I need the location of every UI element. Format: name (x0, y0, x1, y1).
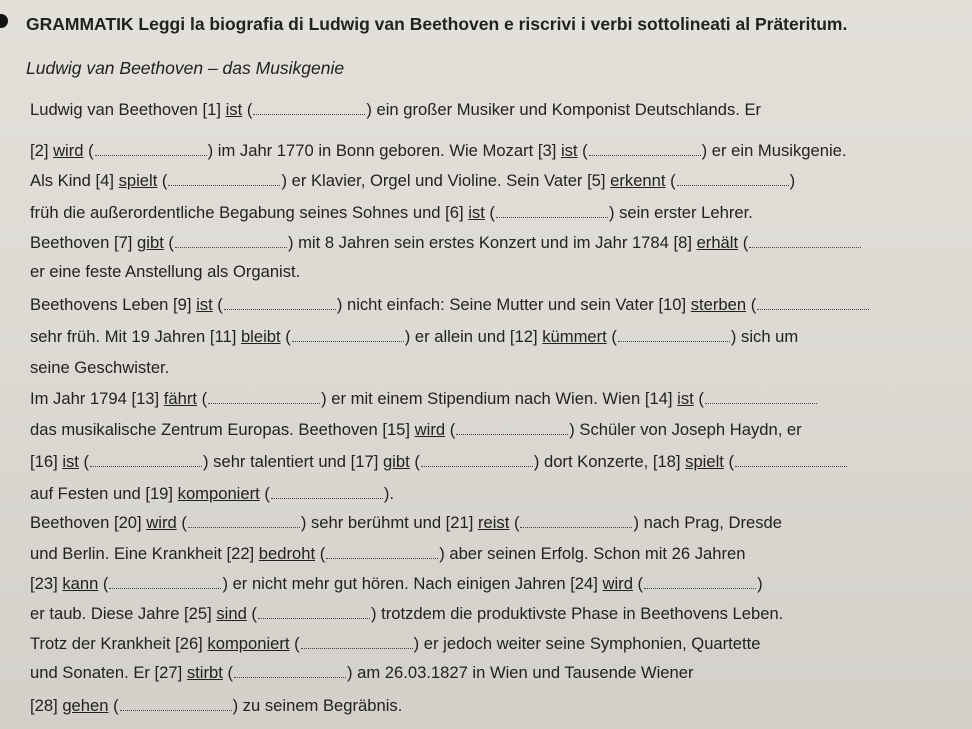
text-segment: ) trotzdem die produktivste Phase in Beethovens Leben. (370, 604, 784, 623)
text-segment: ) er ein Musikgenie. (701, 141, 847, 160)
text-line (30, 513, 972, 533)
answer-blank[interactable] (292, 340, 404, 342)
item-number: [14] (644, 389, 673, 408)
text-segment: ( (98, 574, 109, 593)
text-segment: er taub. Diese Jahre (30, 604, 185, 623)
item-number: [7] (113, 233, 133, 252)
text-line (30, 327, 972, 347)
underlined-verb: gibt (382, 452, 410, 471)
answer-blank[interactable] (326, 557, 438, 559)
text-segment: ( (693, 389, 704, 408)
answer-blank[interactable] (120, 709, 232, 711)
item-number: [27] (154, 663, 183, 682)
underlined-verb: erhält (696, 233, 739, 252)
answer-blank[interactable] (253, 113, 365, 115)
text-segment: ) er allein und (404, 327, 510, 346)
text-segment: ) am 26.03.1827 in Wien und Tausende Wiener (346, 663, 694, 682)
text-segment: ) er jedoch weiter seine Symphonien, Quartette (413, 634, 761, 653)
item-number: [9] (173, 295, 192, 314)
text-line (30, 544, 972, 564)
item-number: [2] (30, 141, 49, 160)
answer-blank[interactable] (520, 526, 632, 528)
item-number: [24] (570, 574, 598, 593)
text-segment: ( (723, 452, 735, 471)
answer-blank[interactable] (589, 154, 701, 156)
underlined-verb: komponiert (207, 634, 290, 653)
underlined-verb: wird (53, 141, 84, 160)
text-segment: ( (212, 295, 223, 314)
text-line (30, 420, 972, 440)
item-number: [16] (30, 452, 58, 471)
text-segment: ) mit 8 Jahren sein erstes Konzert und im Jahr 1784 (287, 233, 674, 252)
text-segment: auf Festen und (30, 484, 146, 503)
text-segment: sehr früh. Mit 19 Jahren (30, 327, 210, 346)
text-segment: ( (157, 171, 168, 190)
answer-blank[interactable] (677, 184, 789, 186)
text-segment: ). (383, 484, 395, 503)
text-line (30, 574, 972, 594)
underlined-verb: sterben (690, 295, 747, 314)
item-number: [8] (673, 233, 692, 252)
answer-blank[interactable] (234, 676, 346, 678)
answer-blank[interactable] (95, 154, 207, 156)
answer-blank[interactable] (644, 587, 756, 589)
text-segment: ( (108, 696, 119, 715)
item-number: [19] (145, 484, 174, 503)
item-number: [25] (184, 604, 212, 623)
text-line (30, 634, 972, 654)
text-segment: Trotz der Krankheit (30, 634, 176, 653)
answer-blank[interactable] (271, 497, 383, 499)
item-number: [12] (509, 327, 538, 346)
text-segment: ( (280, 327, 291, 346)
item-number: [3] (537, 141, 557, 160)
text-segment: früh die außerordentliche Begabung seines Sohnes und (30, 203, 446, 222)
text-line (30, 141, 972, 161)
text-segment: Beethoven (30, 233, 114, 252)
text-line (30, 389, 972, 409)
text-line (30, 203, 972, 223)
item-number: [20] (113, 513, 142, 532)
text-segment: ( (606, 327, 617, 346)
underlined-verb: kümmert (542, 327, 607, 346)
item-number: [5] (587, 171, 606, 190)
text-segment: Als Kind (30, 171, 96, 190)
item-number: [15] (382, 420, 411, 439)
item-number: [22] (226, 544, 255, 563)
item-number: [6] (445, 203, 464, 222)
underlined-verb: bleibt (240, 327, 281, 346)
text-segment: ( (738, 233, 749, 252)
text-segment: ) er nicht mehr gut hören. Nach einigen Jahren (222, 574, 571, 593)
text-title: Ludwig van Beethoven – das Musikgenie (26, 58, 345, 78)
text-segment: ) sein erster Lehrer. (608, 203, 753, 222)
underlined-verb: komponiert (177, 484, 260, 503)
underlined-verb: stirbt (186, 663, 223, 682)
answer-blank[interactable] (456, 433, 568, 435)
underlined-verb: erkennt (610, 171, 666, 190)
text-line (30, 262, 972, 282)
text-line (30, 233, 972, 253)
text-line (30, 604, 972, 624)
text-segment: ) er Klavier, Orgel und Violine. Sein Vater (281, 171, 588, 190)
underlined-verb: ist (468, 203, 485, 222)
text-segment: ) er mit einem Stipendium nach Wien. Wien (321, 389, 645, 408)
text-segment: ) ein großer Musiker und Komponist Deutschlands. Er (366, 100, 762, 119)
item-number: [1] (202, 100, 221, 119)
underlined-verb: ist (677, 389, 694, 408)
underlined-verb: wird (602, 574, 633, 593)
text-segment: ( (78, 452, 90, 471)
underlined-verb: kann (62, 574, 99, 593)
text-segment: ( (176, 513, 187, 532)
text-segment: ( (83, 141, 94, 160)
text-segment: ( (222, 663, 233, 682)
underlined-verb: spielt (685, 452, 724, 471)
text-segment: ( (509, 513, 520, 532)
item-number: [11] (209, 327, 237, 346)
item-number: [21] (445, 513, 474, 532)
answer-blank[interactable] (208, 402, 320, 404)
text-segment: ) Schüler von Joseph Haydn, er (569, 420, 802, 439)
answer-blank[interactable] (90, 465, 202, 467)
text-segment: ( (315, 544, 326, 563)
text-segment: ( (242, 100, 253, 119)
text-segment: ( (665, 171, 676, 190)
item-number: [17] (350, 452, 379, 471)
text-segment: ( (746, 295, 757, 314)
text-segment: ( (197, 389, 208, 408)
underlined-verb: spielt (118, 171, 158, 190)
text-segment: ( (289, 634, 300, 653)
text-segment: ) im Jahr 1770 in Bonn geboren. Wie Mozart (207, 141, 538, 160)
underlined-verb: bedroht (258, 544, 316, 563)
text-segment: das musikalische Zentrum Europas. Beethoven (30, 420, 383, 439)
underlined-verb: fährt (163, 389, 197, 408)
text-segment: ) (757, 574, 763, 593)
underlined-verb: ist (225, 100, 243, 119)
answer-blank[interactable] (168, 184, 280, 186)
answer-blank[interactable] (757, 308, 869, 310)
underlined-verb: sind (216, 604, 247, 623)
text-line (30, 663, 972, 683)
answer-blank[interactable] (188, 526, 300, 528)
underlined-verb: wird (414, 420, 446, 439)
text-segment: ( (259, 484, 270, 503)
text-segment: ) nicht einfach: Seine Mutter und sein Vater (336, 295, 659, 314)
text-line (30, 171, 972, 191)
text-segment: ) dort Konzerte, (533, 452, 653, 471)
text-segment: Beethovens Leben (30, 295, 174, 314)
text-segment: ( (246, 604, 257, 623)
text-segment: seine Geschwister. (30, 358, 170, 377)
text-segment: er eine feste Anstellung als Organist. (30, 262, 301, 281)
text-segment: ) sehr talentiert und (203, 452, 351, 471)
text-line (30, 452, 972, 472)
underlined-verb: gibt (137, 233, 164, 252)
text-segment: und Sonaten. Er (30, 663, 155, 682)
answer-blank[interactable] (735, 465, 847, 467)
text-line (30, 696, 972, 716)
item-number: [26] (175, 634, 203, 653)
text-segment: ) nach Prag, Dresde (633, 513, 782, 532)
text-segment: ( (409, 452, 420, 471)
exercise-heading: GRAMMATIK Leggi la biografia di Ludwig van Beethoven e riscrivi i verbi sottolineati al Präteritum. (26, 14, 848, 34)
text-segment: ( (577, 141, 588, 160)
underlined-verb: gehen (62, 696, 109, 715)
answer-blank[interactable] (705, 402, 817, 404)
text-segment: ) sich um (730, 327, 799, 346)
answer-blank[interactable] (301, 647, 413, 649)
bullet-icon (0, 14, 8, 28)
answer-blank[interactable] (496, 216, 608, 218)
answer-blank[interactable] (224, 308, 336, 310)
answer-blank[interactable] (258, 617, 370, 619)
item-number: [28] (30, 696, 58, 715)
answer-blank[interactable] (421, 465, 533, 467)
answer-blank[interactable] (749, 246, 861, 248)
underlined-verb: ist (560, 141, 578, 160)
item-number: [13] (131, 389, 160, 408)
text-line (30, 358, 972, 378)
text-line (30, 484, 972, 504)
text-segment: Ludwig van Beethoven (30, 100, 203, 119)
text-line (30, 100, 972, 120)
text-segment: ) aber seinen Erfolg. Schon mit 26 Jahren (439, 544, 746, 563)
text-segment: Beethoven (30, 513, 114, 532)
item-number: [23] (30, 574, 58, 593)
text-segment: und Berlin. Eine Krankheit (30, 544, 227, 563)
underlined-verb: ist (62, 452, 79, 471)
text-segment: ( (445, 420, 456, 439)
text-segment: ) sehr berühmt und (300, 513, 446, 532)
text-segment: ) zu seinem Begräbnis. (232, 696, 403, 715)
answer-blank[interactable] (109, 587, 221, 589)
text-segment: ( (632, 574, 644, 593)
text-segment: ) (789, 171, 796, 190)
answer-blank[interactable] (618, 340, 730, 342)
text-segment: Im Jahr 1794 (30, 389, 132, 408)
item-number: [4] (95, 171, 114, 190)
text-line (30, 295, 972, 315)
text-segment: ( (163, 233, 174, 252)
underlined-verb: ist (196, 295, 213, 314)
underlined-verb: reist (477, 513, 510, 532)
answer-blank[interactable] (175, 246, 287, 248)
item-number: [18] (652, 452, 681, 471)
underlined-verb: wird (146, 513, 177, 532)
item-number: [10] (658, 295, 687, 314)
text-segment: ( (484, 203, 495, 222)
